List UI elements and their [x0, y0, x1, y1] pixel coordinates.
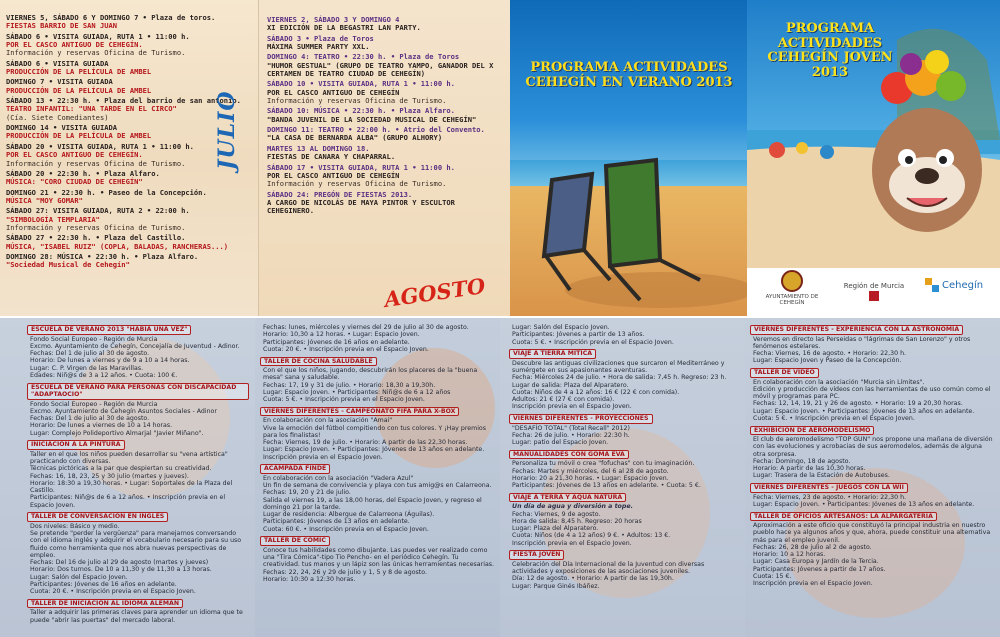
activity-detail: Fondo Social Europeo - Región de Murcia: [30, 335, 158, 343]
event-title: POR EL CASCO ANTIGUO DE CEHEGÍN.: [6, 40, 143, 50]
activity-detail: En colaboración con la asociación "Murcia sin Límites".: [753, 378, 925, 386]
event-title: "HUMOR GESTUAL" (GRUPO DE TEATRO YAMPO, GANADOR DEL X CERTAMEN DE TEATRO CIUDAD DE CEHEGÍN): [267, 60, 494, 79]
cehegin-logo-icon: [925, 278, 939, 292]
activity-detail: Fechas: 19, 20 y 21 de julio.: [263, 489, 351, 497]
activity-title: VIERNES DIFERENTES - CAMPEONATO FIFA PARA X-BOX: [260, 407, 459, 417]
activity-detail: Fechas: Martes y miércoles, del 6 al 28 de agosto.: [512, 467, 669, 475]
event-date: DOMINGO 11: TEATRO • 22:00 h. • Atrio del Convento.: [267, 125, 485, 135]
activity-title: ESCUELA DE VERANO PARA PERSONAS CON DISCAPACIDAD "ADAPTAOCIO": [27, 383, 249, 400]
event-date: SÁBADO 6 • VISITA GUIADA, RUTA 1 • 11:00 h.: [6, 31, 190, 41]
activity-title: VIERNES DIFERENTES - PROYECCIONES: [509, 414, 653, 424]
activity-detail: Lugar: Espacio Joven. • Participantes: Jóvenes de 13 años en adelante.: [753, 500, 975, 508]
event-date: SÁBADO 3 • Plaza de Toros: [267, 33, 374, 43]
event-date: MARTES 13 AL DOMINGO 18.: [267, 143, 370, 153]
activity-title: VIAJE A TERRA Y AQUA NATURA: [509, 493, 626, 503]
region-murcia-text: Región de Murcia: [843, 282, 905, 290]
event-item: [6, 234, 254, 251]
activity-block: [263, 356, 494, 404]
event-info: Información y reservas Oficina de Turismo.: [6, 222, 186, 232]
event-date: SÁBADO 10: MÚSICA • 22:30 h. • Plaza Alfaro.: [267, 106, 455, 116]
event-item: [267, 191, 505, 216]
activity-detail: "DESAFÍO TOTAL" (Total Recall" 2012): [512, 424, 630, 432]
activity-block: [263, 463, 494, 533]
activity-detail: Cuota: 20 €. • Inscripción previa en el Espacio Joven.: [263, 345, 429, 353]
event-item: [267, 164, 505, 189]
activity-block: [512, 449, 739, 490]
activity-detail: Conoce tus habilidades como dibujante. Las puedes ver realizado como una "Tira Cómica"-tipo Tio Pencho- en el periódico Cehegín. Tu creatividad. tus manos y un lápiz son las únicas herramientas necesarias.: [263, 546, 495, 569]
activity-block: [30, 511, 249, 595]
event-item: [6, 14, 254, 31]
event-title: XI EDICIÓN DE LA BEGASTRI LAN PARTY.: [267, 23, 421, 33]
event-title: PRODUCCIÓN DE LA PELÍCULA DE AMBEL: [6, 85, 152, 95]
activity-detail: Fechas: 22, 24, 26 y 29 de julio y 1, 5 y 8 de agosto.: [263, 568, 427, 576]
activity-detail: En colaboración con la asociación "Vadera Azul": [263, 474, 414, 482]
activity-block: [263, 406, 494, 461]
activity-detail: Cuota: 5 €. • Inscripción previa en el Espacio Joven.: [263, 396, 425, 403]
activity-detail: Horario: Dos turnos. De 10 a 11,30 y de 11,30 a 13 horas.: [30, 566, 212, 574]
activity-detail: Lugar: Complejo Polideportivo Almarjal "Javier Miñano".: [30, 429, 204, 437]
activity-detail: Lugar: patio del Espacio Joven.: [512, 439, 609, 446]
activity-detail: Veremos en directo las Perseidas o "lágrimas de San Lorenzo" y otros fenómenos estelares.: [753, 335, 971, 350]
activity-detail: Fechas: Del 1 de julio al 30 de agosto.: [30, 350, 150, 357]
activity-detail: Fecha: Viernes, 19 de julio. • Horario: A partir de las 22,30 horas.: [263, 439, 468, 446]
activity-block: [512, 492, 739, 547]
agosto-event-list: [267, 16, 505, 218]
activity-detail: Fecha: Domingo, 18 de agosto.: [753, 457, 851, 465]
activity-block: [753, 367, 994, 422]
event-date: SÁBADO 27: VISITA GUIADA, RUTA 2 • 22:00 h.: [6, 206, 190, 216]
activity-block: [753, 511, 994, 588]
activity-title: INICIACIÓN A LA PINTURA: [27, 440, 125, 450]
activity-block: [753, 482, 994, 508]
activity-detail: Horario: 18:30 a 19,30 horas. • Lugar: Soportales de la Plaza del Castillo.: [30, 479, 233, 494]
ayuntamiento-logo-text: AYUNTAMIENTO DE CEHEGÍN: [765, 294, 819, 306]
activity-detail: Horario: De lunes a viernes de 10 a 14 horas.: [30, 422, 173, 430]
event-info: Información y reservas Oficina de Turismo.: [6, 48, 186, 58]
event-item: [6, 60, 254, 77]
activity-detail: Participantes: Jóvenes de 16 años en adelante.: [30, 580, 177, 588]
activity-detail: Fechas: 26, 28 de julio al 2 de agosto.: [753, 543, 872, 551]
activity-detail: Lugar: Trasera de la Estación de Autobuses.: [753, 472, 890, 480]
inner-column-3: [500, 318, 745, 637]
activity-detail: Con el que los niños, jugando, descubrirán los placeres de la "buena mesa" sana y saludable.: [263, 367, 478, 382]
event-date: SÁBADO 10 • VISITA GUIADA, RUTA 1 • 11:00 h.: [267, 79, 455, 89]
event-title: MÚSICA, "ISABEL RUIZ" (COPLA, BALADAS, RANCHERAS...): [6, 241, 229, 251]
activity-detail: Lugar: Espacio Joven. • Participantes: Jóvenes de 13 años en adelante.: [753, 407, 975, 415]
front-cover-panel: [747, 0, 1000, 316]
event-title: PRODUCCIÓN DE LA PELÍCULA DE AMBEL: [6, 131, 152, 141]
activity-title: ACAMPADA FINDE: [260, 464, 330, 474]
event-item: [267, 16, 505, 33]
activity-detail: Participantes: Niñ@s de 6 a 12 años. • Inscripción previa en el Espacio Joven.: [30, 494, 226, 509]
sponsor-logos-strip: [747, 268, 1000, 316]
activity-detail: Fecha: Viernes, 9 de agosto.: [512, 510, 601, 518]
activity-block: [512, 549, 739, 590]
cover-panel: [510, 0, 747, 316]
cehegin-logo-text: Cehegín: [942, 280, 984, 291]
activity-detail: Fecha: 26 de julio. • Horario: 22:30 h.: [512, 431, 630, 439]
agosto-heading: AGOSTO: [382, 273, 487, 312]
activity-detail: Lugar: C. P. Virgen de las Maravillas.: [30, 364, 144, 372]
activity-detail: Lugar: Espacio Joven. • Participantes: Niñ@s de 6 a 12 años: [263, 388, 451, 396]
brochure-outer-side: [0, 0, 1000, 316]
activity-detail: Lugar: Salón del Espacio Joven.: [30, 573, 128, 581]
event-title: "LA CASA DE BERNARDA ALBA" (GRUPO ALHORY): [267, 133, 443, 143]
event-date: DOMINGO 28: MÚSICA • 22:30 h. • Plaza Alfaro.: [6, 251, 199, 261]
region-murcia-logo: [839, 282, 909, 302]
activity-detail: Cuota: 20 €. • Inscripción previa en el Espacio Joven.: [30, 588, 196, 595]
event-title: PRODUCCIÓN DE LA PELÍCULA DE AMBEL: [6, 67, 152, 77]
activity-detail: Lugar: Casa Europa y Jardín de la Tercia.: [753, 558, 879, 566]
activity-title: FIESTA JOVEN: [509, 550, 564, 560]
activity-block: [30, 598, 249, 624]
deck-chairs-illustration: [510, 140, 747, 316]
agosto-panel: [258, 0, 510, 316]
activity-detail: Adultos: 21 € (27 € con comida).: [512, 396, 615, 403]
event-title: POR EL CASCO ANTIGUO DE CEHEGÍN.: [6, 150, 143, 160]
activity-detail: Participantes: Jóvenes a partir de 17 años.: [753, 565, 886, 573]
event-info: Información y reservas Oficina de Turismo.: [6, 158, 186, 168]
event-title: MÚSICA "MOY GOMAR": [6, 195, 83, 205]
activity-detail: Cuota: Niños (de 4 a 12 años) 9 €. • Adultos: 13 €.: [512, 532, 671, 540]
activity-detail: Dos niveles: Básico y medio.: [30, 522, 120, 530]
event-title: FIESTAS DE CANARA Y CHAPARRAL.: [267, 152, 396, 162]
event-date: SÁBADO 17 • VISITA GUIADA, RUTA 1 • 11:00 h.: [267, 162, 455, 172]
activity-detail: Lugar: Espacio Joven. • Participantes: Jóvenes de 13 años en adelante.: [263, 446, 485, 454]
activity-title: TALLER DE CÓMIC: [260, 536, 330, 546]
event-title: MÚSICA: "CORO CIUDAD DE CEHEGÍN": [6, 177, 143, 187]
event-title: A CARGO DE NICOLÁS DE MAYA PINTOR Y ESCULTOR CEHEGINERO.: [267, 197, 455, 216]
event-item: [6, 33, 254, 58]
activity-detail: Horario: De lunes a viernes y de 9 a 10 a 14 horas.: [30, 357, 190, 365]
activity-block: [263, 535, 494, 583]
inner-column-1: [0, 318, 255, 637]
region-crest-icon: [868, 290, 880, 302]
event-title: TEATRO INFANTIL: "UNA TARDE EN EL CIRCO": [6, 104, 177, 114]
event-title: "Sociedad Musical de Cehegín": [6, 260, 130, 270]
activity-detail: Participantes: Jóvenes de 13 años en adelante.: [263, 518, 410, 526]
activity-detail: Participantes: Jóvenes de 16 años en adelante.: [263, 338, 410, 346]
activity-block: [512, 413, 739, 446]
event-date: SÁBADO 24: PREGÓN DE FIESTAS 2013.: [267, 189, 413, 199]
front-cover-title: PROGRAMA ACTIVIDADES CEHEGÍN JOVEN 2013: [767, 21, 893, 80]
activity-detail: Fechas: 17, 19 y 31 de julio. • Horario: 18,30 a 19,30h.: [263, 381, 436, 389]
activity-detail: Salida el viernes 19, a las 18,00 horas, del Espacio Joven, y regreso el domingo 21 por la tarde.: [263, 496, 482, 511]
activity-title: MANUALIDADES CON GOMA EVA: [509, 450, 629, 460]
activity-detail: Lugar: Espacio Joven y Paseo de la Concepción.: [753, 357, 902, 365]
event-item: [6, 207, 254, 232]
event-title: FIESTAS BARRIO DE SAN JUAN: [6, 21, 118, 31]
activity-detail: Un día de agua y diversión a tope.: [512, 503, 633, 511]
activity-detail: En colaboración con la asociación "Amai": [263, 417, 393, 425]
activity-detail: Inscripción previa en el Espacio Joven.: [263, 453, 383, 461]
event-info: Información y reservas Oficina de Turismo.: [267, 179, 447, 189]
event-item: [267, 107, 505, 124]
activity-detail: Fecha: Viernes, 16 de agosto. • Horario: 22,30 h.: [753, 350, 907, 357]
event-date: DOMINGO 21 • 22:30 h. • Paseo de la Concepción.: [6, 187, 207, 197]
activity-detail: Lugar de residencia: Albergue de Calarreona (Águilas).: [263, 511, 435, 518]
activity-detail: Personaliza tu móvil o crea "fofuchas" con tu imaginación.: [512, 460, 695, 468]
activity-detail: Técnicas pictóricas a la par que despiertan su creatividad.: [30, 465, 212, 473]
inner-column-4: [745, 318, 1000, 637]
activity-detail: Excmo. Ayuntamiento de Cehegín, Concejalía de Juventud - Adinor.: [30, 342, 240, 350]
activity-detail: Celebración del Día Internacional de la Juventud con diversas actividades y exposiciones de las asociaciones juveniles.: [512, 560, 705, 575]
brochure-inner-side: [0, 318, 1000, 637]
event-date: VIERNES 5, SÁBADO 6 Y DOMINGO 7 • Plaza de toros.: [6, 13, 216, 22]
activity-detail: Participantes: Jóvenes a partir de 13 años.: [512, 331, 645, 339]
event-date: SÁBADO 13 • 22:30 h. • Plaza del barrio de san antonio.: [6, 96, 241, 106]
activity-detail: Fechas: 16, 18, 23, 25 y 30 julio (martes y jueves).: [30, 472, 189, 480]
beach-mascot-illustration: [747, 0, 1000, 268]
activities-column-1: [30, 324, 249, 626]
event-item: [267, 126, 505, 143]
activity-detail: Cuota: 15 €.: [753, 572, 792, 580]
activity-detail: Inscripción previa en el Espacio Joven.: [512, 539, 632, 547]
activity-title: ESCUELA DE VERANO 2013 "HABÍA UNA VEZ": [27, 325, 191, 335]
activity-detail: Vive la emoción del fútbol compitiendo con tus colores. Y ¡Hay premios para los finalistas!: [263, 424, 487, 439]
event-item: [267, 35, 505, 52]
activity-detail: Edición y producción de vídeos con las herramientas de uso común como el móvil y programas para PC.: [753, 385, 991, 400]
event-date: SÁBADO 6 • VISITA GUIADA: [6, 58, 109, 68]
event-item: [6, 253, 254, 270]
cehegin-logo: [919, 278, 989, 292]
activity-title: TALLER DE VÍDEO: [750, 368, 819, 378]
activity-detail: Inscripción previa en el Espacio Joven.: [753, 580, 873, 587]
activity-detail: Lugar de salida: Plaza del Alparatero.: [512, 381, 629, 389]
event-date: DOMINGO 7 • VISITA GUIADA: [6, 77, 113, 87]
activity-detail: Fechas: Del 1 de julio al 30 de agosto.: [30, 415, 150, 422]
event-info: (Cía. Siete Comediantes): [6, 112, 109, 122]
activity-detail: Fecha: Viernes, 23 de agosto. • Horario: 22,30 h.: [753, 493, 907, 501]
activities-column-2: [263, 324, 494, 586]
event-date: DOMINGO 4: TEATRO • 22:30 h. • Plaza de Toros: [267, 52, 460, 62]
activity-detail: Hora de salida: 8,45 h. Regreso: 20 horas: [512, 517, 642, 525]
activity-block: [263, 324, 494, 353]
activity-detail: Inscripción previa en el Espacio Joven.: [512, 403, 632, 411]
activity-detail: Lugar: Plaza del Alparatero.: [512, 525, 599, 532]
activity-detail: Fechas: lunes, miércoles y viernes del 29 de julio al 30 de agosto.: [263, 324, 469, 331]
coat-of-arms-icon: [781, 270, 803, 292]
activity-title: TALLER DE COCINA SALUDABLE: [260, 357, 377, 367]
activity-detail: Cuota: 60 €. • Inscripción previa en el Espacio Joven.: [263, 525, 429, 533]
activity-detail: Horario: A partir de las 10,30 horas.: [753, 465, 866, 472]
activity-title: TALLER DE CONVERSACIÓN EN INGLÉS: [27, 512, 168, 522]
activity-detail: Horario: 10,30 a 12 horas. • Lugar: Espacio Joven.: [263, 331, 420, 339]
activity-detail: Horario: 20 a 21,30 horas. • Lugar: Espacio Joven.: [512, 474, 669, 482]
activity-block: [512, 348, 739, 410]
inner-column-2: [255, 318, 500, 637]
event-date: VIERNES 2, SÁBADO 3 Y DOMINGO 4: [267, 15, 400, 24]
activity-block: [753, 425, 994, 480]
event-date: SÁBADO 20 • VISITA GUIADA, RUTA 1 • 11:00 h.: [6, 141, 194, 151]
activity-detail: Fecha: Miércoles 24 de julio. • Hora de salida: 7,45 h. Regreso: 23 h.: [512, 374, 727, 382]
activity-detail: Aproximación a este oficio que constituyó la principal industria en nuestro pueblo hace ya algunos años y que, ahora, puede constituir una alternativa más para el empleo juvenil.: [753, 522, 991, 544]
event-date: SÁBADO 20 • 22:30 h. • Plaza Alfaro.: [6, 168, 160, 178]
activity-detail: Día: 12 de agosto. • Horario: A partir de las 19,30h.: [512, 575, 674, 583]
event-item: [6, 170, 254, 187]
activity-title: EXHIBICIÓN DE AEROMODELISMO: [750, 426, 874, 436]
event-title: POR EL CASCO ANTIGUO DE CEHEGÍN: [267, 170, 400, 180]
activity-detail: Taller en el que los niños pueden desarrollar su "vena artística" practicando con diversas.: [30, 450, 228, 465]
event-title: "BANDA JUVENIL DE LA SOCIEDAD MUSICAL DE CEHEGÍN": [267, 114, 477, 124]
activity-detail: Cuota: 5 €. • Inscripción previa en el Espacio Joven.: [753, 414, 915, 422]
event-date: DOMINGO 14 • VISITA GUIADA: [6, 123, 118, 133]
activity-title: VIERNES DIFERENTES - JUEGOS CON LA WII: [750, 483, 908, 493]
cover-title: PROGRAMA ACTIVIDADES CEHEGÍN EN VERANO 2013: [525, 60, 733, 90]
event-item: [6, 189, 254, 206]
activity-detail: Lugar: Parque Ginés Ibáñez.: [512, 582, 600, 590]
activity-detail: Horario: 10 a 12 horas.: [753, 551, 826, 558]
activity-detail: El club de aeromodelismo "TOP GUN" nos propone una mañana de diversión con las evoluciones y acrobacias de sus aeromodelos, además de alguna otra sorpresa.: [753, 436, 993, 458]
event-info: Información y reservas Oficina de Turismo.: [267, 96, 447, 106]
activity-title: VIAJE A TIERRA MÍTICA: [509, 349, 596, 359]
event-title: MÁXIMA SUMMER PARTY XXL.: [267, 42, 370, 52]
activity-detail: Se pretende "perder la vergüenza" para manejarnos conversando con el idioma inglés y adquirir el vocabulario necesario para su uso fluido como herramienta que nos abra nuevas perspectivas de empleo.: [30, 530, 242, 559]
activity-detail: Edades: Niñ@s de 3 a 12 años. • Cuota: 100 €.: [30, 371, 178, 379]
event-item: [267, 145, 505, 162]
activity-block: [30, 382, 249, 437]
activity-detail: Fechas: 12, 14, 19, 21 y 26 de agosto. • Horario: 19 a 20,30 horas.: [753, 400, 963, 408]
activity-block: [30, 324, 249, 379]
activity-detail: Lugar: Salón del Espacio Joven.: [512, 324, 610, 331]
activity-detail: Descubre las antiguas civilizaciones que surcaron el Mediterráneo y sumérgete en sus apasionantes aventuras.: [512, 359, 725, 374]
activity-detail: Fondo Social Europeo - Región de Murcia: [30, 400, 158, 408]
event-date: SÁBADO 27 • 22:30 h. • Plaza del Castillo.: [6, 233, 186, 243]
activity-detail: Horario: 10:30 a 12:30 horas.: [263, 575, 356, 583]
ayuntamiento-logo: [757, 270, 827, 306]
activities-column-4: [753, 324, 994, 590]
activity-detail: Cuota: Niños de 4 a 12 años: 16 € (22 € con comida).: [512, 388, 680, 396]
activities-column-3: [512, 324, 739, 592]
activity-title: TALLER DE OFICIOS ARTESANOS: LA ALPARGATERÍA: [750, 512, 937, 522]
activity-detail: Participantes: Jóvenes de 13 años en adelante. • Cuota: 5 €.: [512, 482, 701, 489]
julio-heading: JULIO: [214, 90, 240, 170]
event-title: POR EL CASCO ANTIGUO DE CEHEGÍN: [267, 87, 400, 97]
activity-title: VIERNES DIFERENTES - EXPERIENCIA CON LA ASTRONOMÍA: [750, 325, 963, 335]
event-item: [267, 53, 505, 78]
event-item: [267, 80, 505, 105]
activity-block: [753, 324, 994, 365]
activity-title: TALLER DE INICIACIÓN AL IDIOMA ALEMÁN: [27, 599, 183, 609]
activity-detail: Un fin de semana de convivencia y playa con tus amig@s en Calarreona.: [263, 482, 492, 489]
activity-block: [30, 439, 249, 509]
activity-block: [512, 324, 739, 346]
activity-detail: Excmo. Ayuntamiento de Cehegín Asuntos Sociales - Adinor: [30, 407, 217, 415]
activity-detail: Taller a adquirir las primeras claves para aprender un idioma que te puede "abrir las puertas" del mercado laboral.: [30, 609, 243, 624]
event-title: "SIMBOLOGÍA TEMPLARIA": [6, 214, 100, 224]
activity-detail: Cuota: 5 €. • Inscripción previa en el Espacio Joven.: [512, 338, 674, 346]
activity-detail: Fechas: Del 16 de julio al 29 de agosto (martes y jueves): [30, 559, 209, 566]
